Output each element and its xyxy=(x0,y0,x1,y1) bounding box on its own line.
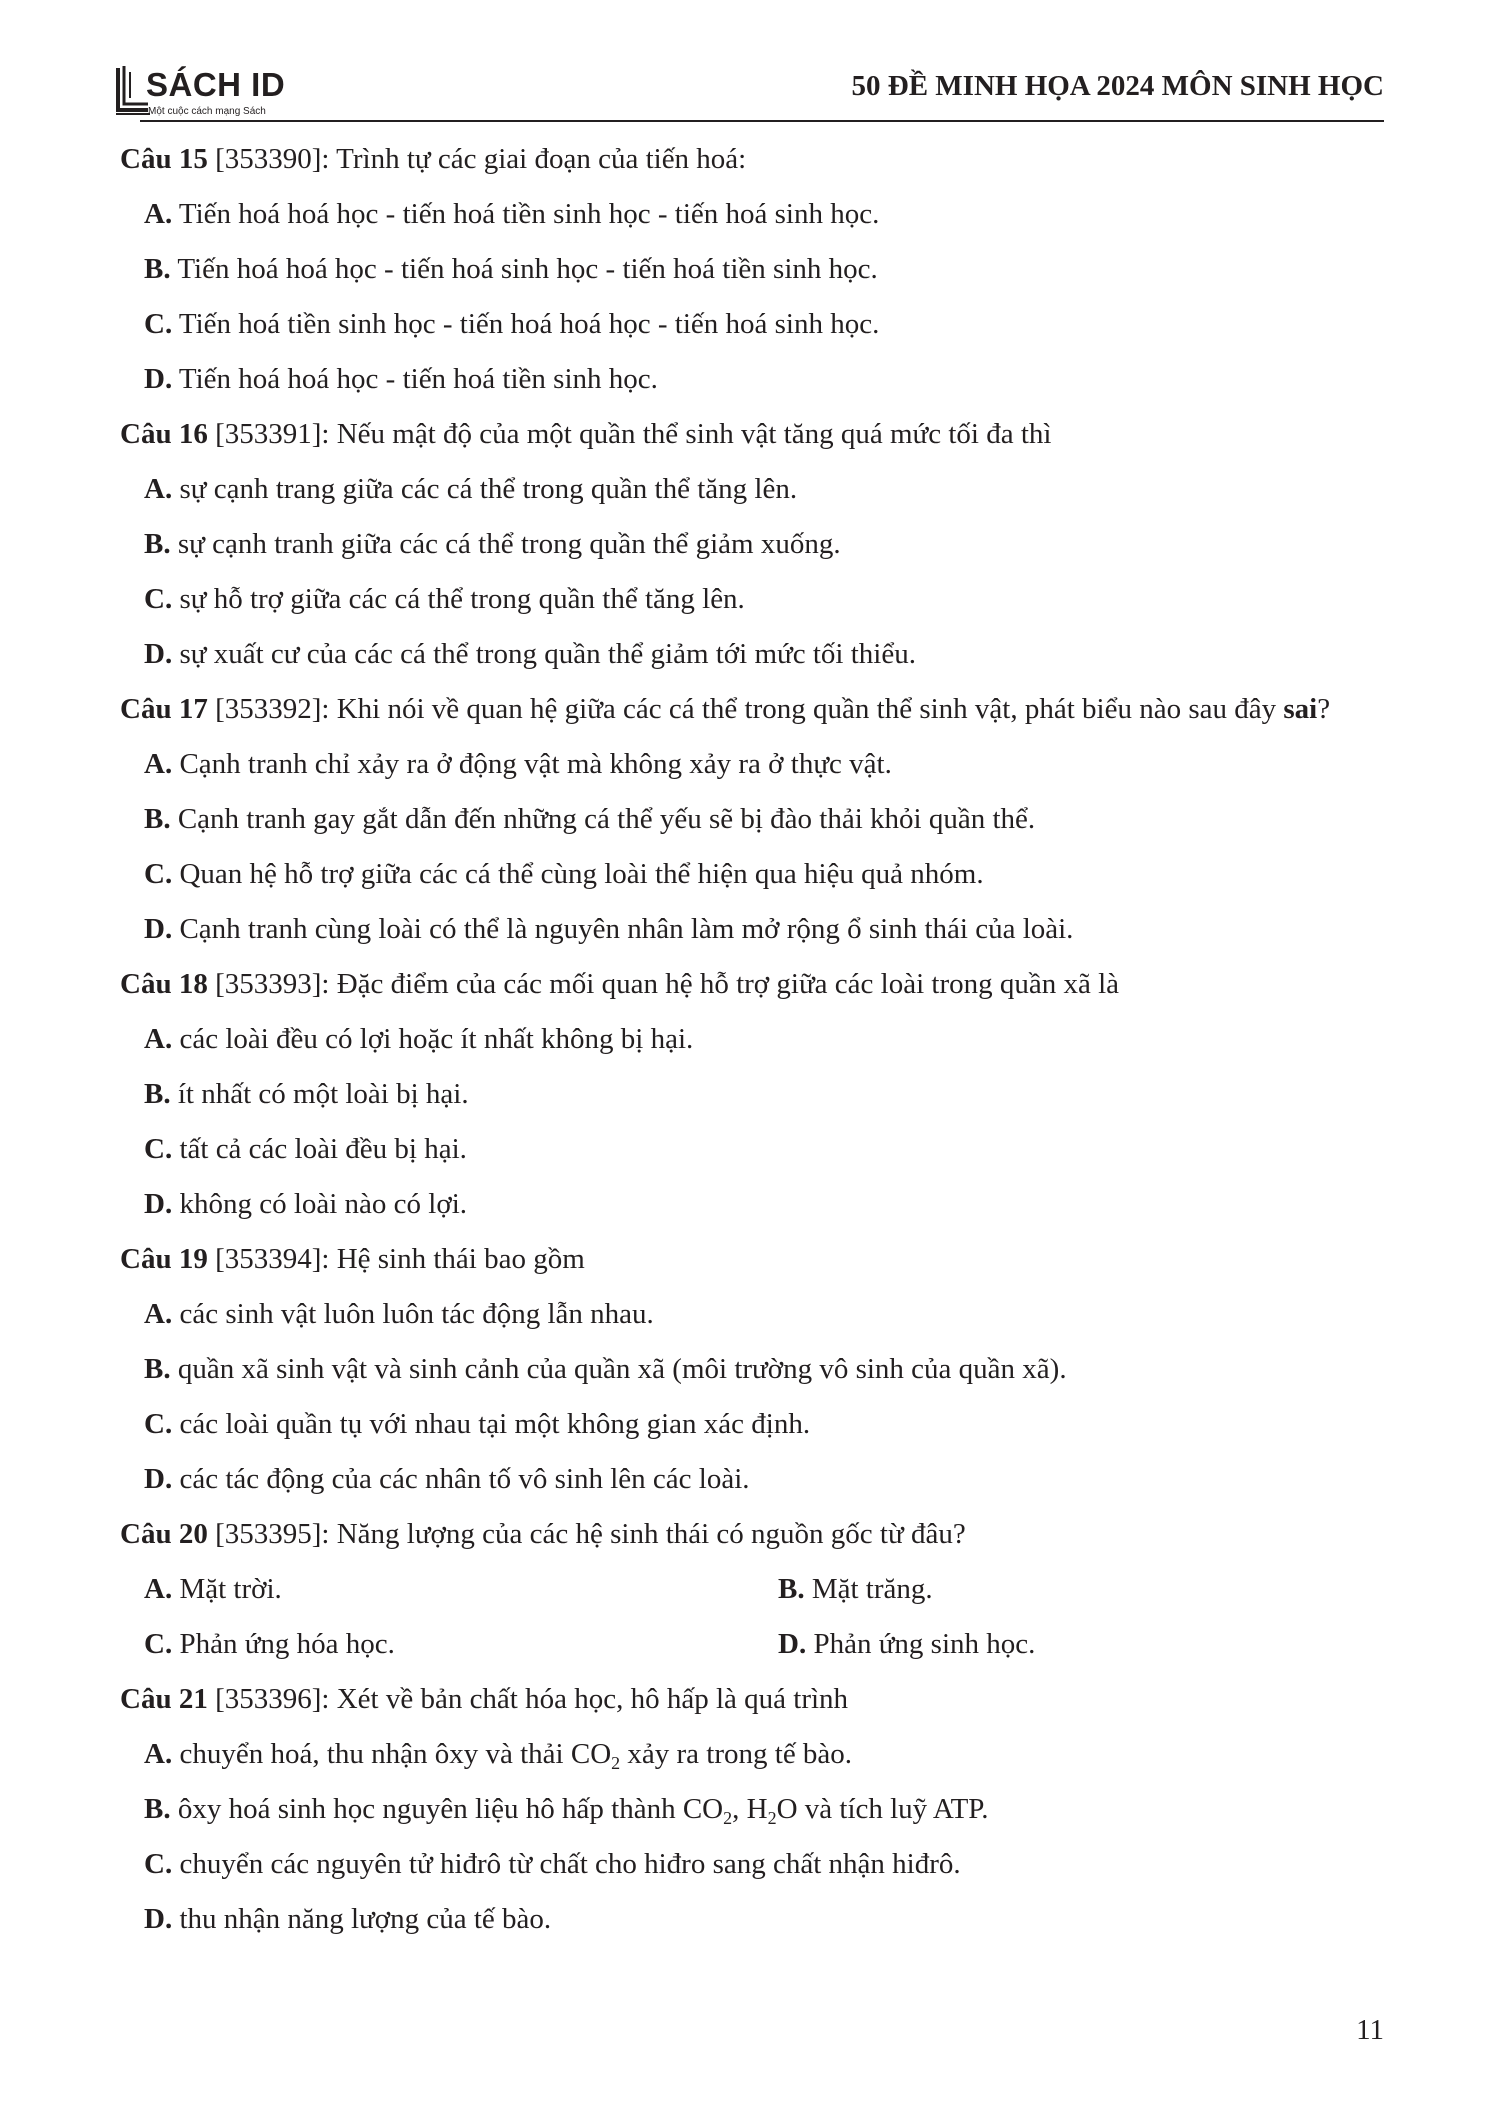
question-text: [353394]: Hệ sinh thái bao gồm xyxy=(207,1243,585,1275)
question-text: [353396]: Xét về bản chất hóa học, hô hấp là quá trình xyxy=(207,1683,849,1715)
option-b: B. Cạnh tranh gay gắt dẫn đến những cá thể yếu sẽ bị đào thải khỏi quần thể. xyxy=(144,803,1036,835)
question-number: Câu 21 xyxy=(120,1683,208,1715)
option-a: A. các sinh vật luôn luôn tác động lẫn nhau. xyxy=(144,1298,654,1330)
option-b: B. quần xã sinh vật và sinh cảnh của quần xã (môi trường vô sinh của quần xã). xyxy=(144,1353,1067,1385)
question-18 xyxy=(120,965,1388,1223)
page-header xyxy=(112,62,1384,124)
option-c: C. tất cả các loài đều bị hại. xyxy=(144,1133,467,1165)
header-divider xyxy=(140,120,1384,122)
question-stem xyxy=(120,140,1388,178)
question-number: Câu 18 xyxy=(120,968,208,1000)
question-stem xyxy=(120,965,1388,1003)
question-19 xyxy=(120,1240,1388,1498)
question-stem xyxy=(120,1680,1388,1718)
option-b: B. ôxy hoá sinh học nguyên liệu hô hấp thành $CO_2$, $H_2O$ và tích luỹ ATP. xyxy=(144,1793,989,1828)
option-a: A. chuyển hoá, thu nhận ôxy và thải $CO_2$ xảy ra trong tế bào. xyxy=(144,1738,853,1773)
option-c: C. các loài quần tụ với nhau tại một không gian xác định. xyxy=(144,1408,811,1440)
option-c: C. chuyển các nguyên tử hiđrô từ chất cho hiđro sang chất nhận hiđrô. xyxy=(144,1848,961,1880)
question-stem: Câu 17 [353392]: Khi nói về quan hệ giữa các cá thể trong quần thể sinh vật, phát biểu nào sau đây sai? xyxy=(120,693,1331,725)
option-a: A. Tiến hoá hoá học - tiến hoá tiền sinh học - tiến hoá sinh học. xyxy=(144,198,880,230)
logo-tagline: Một cuộc cách mạng Sách xyxy=(148,106,266,117)
option-b: B. sự cạnh tranh giữa các cá thể trong quần thể giảm xuống. xyxy=(144,528,841,560)
option-d: D. Phản ứng sinh học. xyxy=(778,1628,1036,1660)
question-text: [353395]: Năng lượng của các hệ sinh thái có nguồn gốc từ đâu? xyxy=(207,1518,966,1550)
option-c: C. Tiến hoá tiền sinh học - tiến hoá hoá học - tiến hoá sinh học. xyxy=(144,308,880,340)
option-c: C. sự hỗ trợ giữa các cá thể trong quần thể tăng lên. xyxy=(144,583,745,615)
question-text: [353393]: Đặc điểm của các mối quan hệ hỗ trợ giữa các loài trong quần xã là xyxy=(207,968,1120,1000)
question-20 xyxy=(120,1515,1388,1680)
question-number: Câu 20 xyxy=(120,1518,208,1550)
option-a: A. Cạnh tranh chỉ xảy ra ở động vật mà không xảy ra ở thực vật. xyxy=(144,748,892,780)
publisher-logo xyxy=(112,62,342,122)
option-b: B. Tiến hoá hoá học - tiến hoá sinh học - tiến hoá tiền sinh học. xyxy=(144,253,878,285)
emphasis-word: sai xyxy=(1283,693,1318,725)
option-a: A. các loài đều có lợi hoặc ít nhất không bị hại. xyxy=(144,1023,694,1055)
option-d: D. các tác động của các nhân tố vô sinh lên các loài. xyxy=(144,1463,750,1495)
question-number: Câu 19 xyxy=(120,1243,208,1275)
question-list xyxy=(120,140,1388,1955)
option-b: B. ít nhất có một loài bị hại. xyxy=(144,1078,469,1110)
question-16 xyxy=(120,415,1388,673)
logo-text: SÁCH ID xyxy=(146,66,286,103)
question-21 xyxy=(120,1680,1388,1938)
question-17 xyxy=(120,690,1388,948)
question-number: Câu 16 xyxy=(120,418,208,450)
question-stem xyxy=(120,1240,1388,1278)
question-text: [353390]: Trình tự các giai đoạn của tiến hoá: xyxy=(207,143,747,175)
option-d: D. Cạnh tranh cùng loài có thể là nguyên nhân làm mở rộng ổ sinh thái của loài. xyxy=(144,913,1074,945)
option-c: C. Phản ứng hóa học. xyxy=(144,1628,395,1660)
option-b: B. Mặt trăng. xyxy=(778,1573,933,1605)
question-text: [353392]: Khi nói về quan hệ giữa các cá thể trong quần thể sinh vật, phát biểu nào sau đây xyxy=(207,693,1284,725)
book-title: 50 ĐỀ MINH HỌA 2024 MÔN SINH HỌC xyxy=(851,70,1384,102)
question-15 xyxy=(120,140,1388,398)
question-stem xyxy=(120,1515,1388,1553)
question-text: [353391]: Nếu mật độ của một quần thể sinh vật tăng quá mức tối đa thì xyxy=(207,418,1052,450)
option-d: D. thu nhận năng lượng của tế bào. xyxy=(144,1903,552,1935)
option-d: D. Tiến hoá hoá học - tiến hoá tiền sinh học. xyxy=(144,363,658,395)
option-c: C. Quan hệ hỗ trợ giữa các cá thể cùng loài thể hiện qua hiệu quả nhóm. xyxy=(144,858,984,890)
option-a: A. sự cạnh trang giữa các cá thể trong quần thể tăng lên. xyxy=(144,473,798,505)
question-stem xyxy=(120,415,1388,453)
question-number: Câu 17 xyxy=(120,693,208,725)
page-number: 11 xyxy=(1356,2014,1384,2046)
option-a: A. Mặt trời. xyxy=(144,1573,282,1605)
option-d: D. không có loài nào có lợi. xyxy=(144,1188,468,1220)
question-number: Câu 15 xyxy=(120,143,208,175)
option-d: D. sự xuất cư của các cá thể trong quần thể giảm tới mức tối thiểu. xyxy=(144,638,916,670)
option-grid xyxy=(120,1570,1388,1680)
